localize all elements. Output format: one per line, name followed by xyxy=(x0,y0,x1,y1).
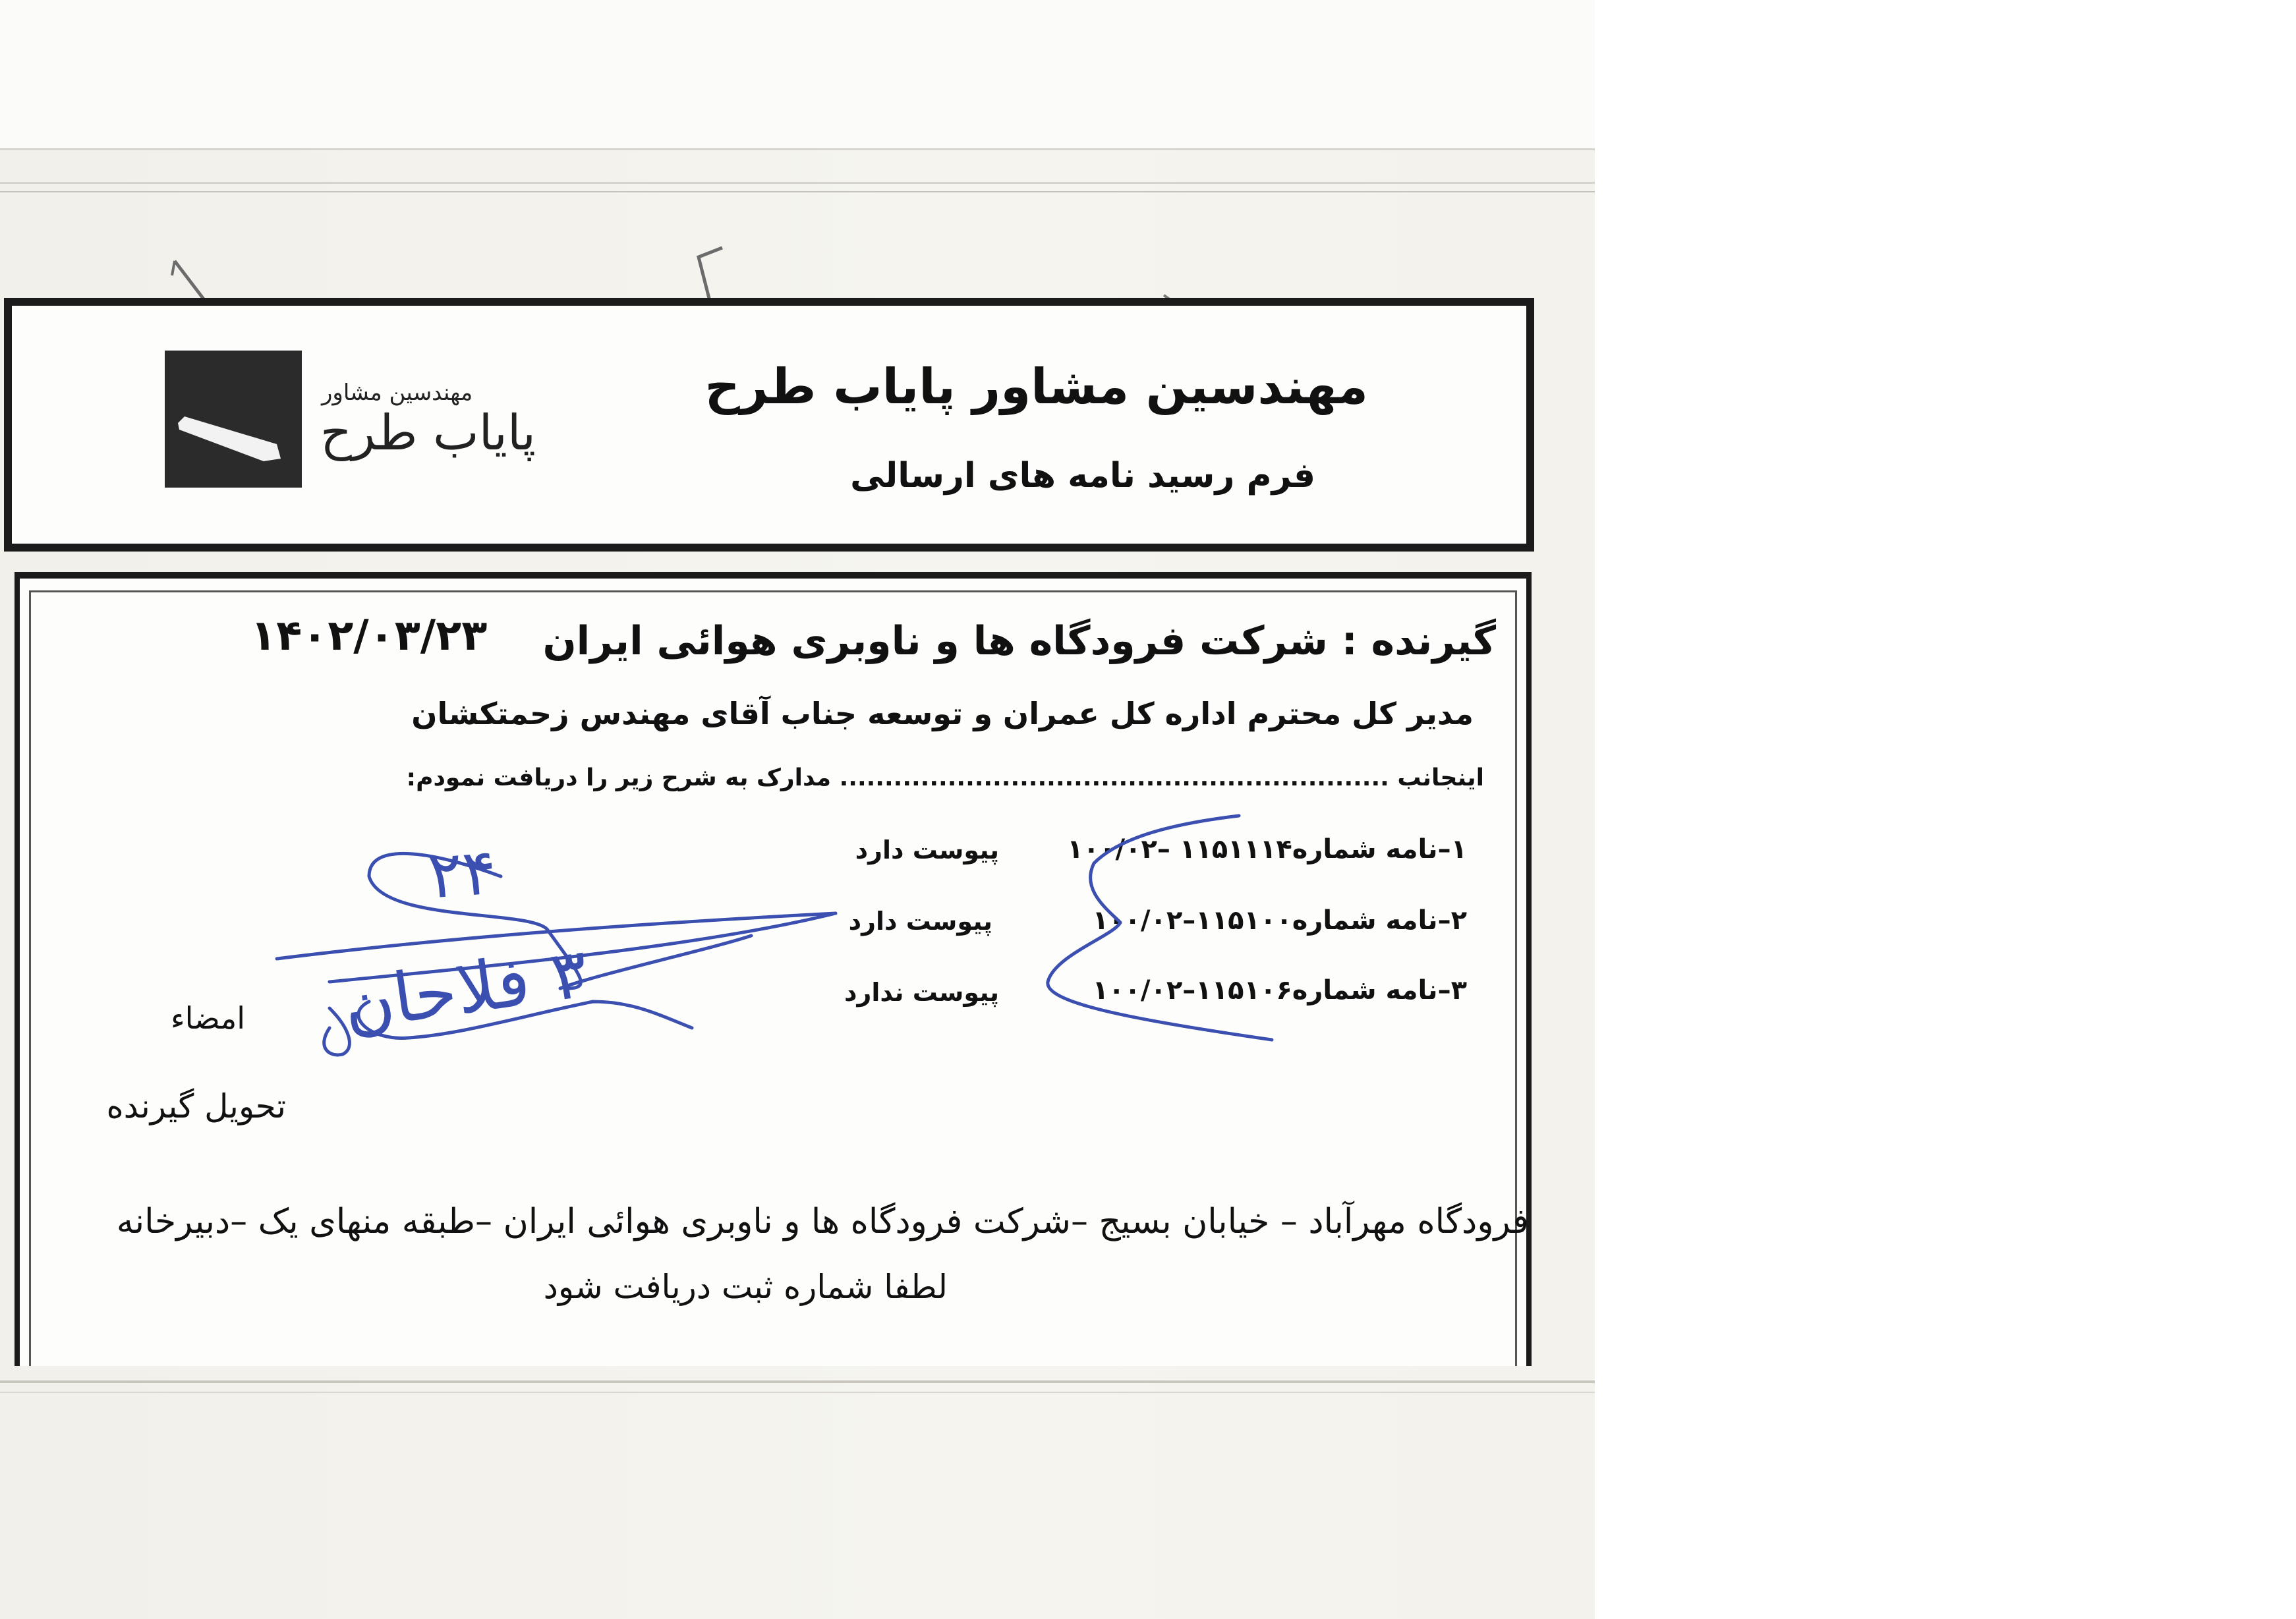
attachment-status: پیوست ندارد xyxy=(844,978,999,1007)
letter-item: ۲–نامه شماره۱۱۵۱۰۰–۱۰۰/۰۲ xyxy=(1092,905,1467,936)
handwritten-signature xyxy=(0,0,1595,1120)
delivery-label: تحویل گیرنده xyxy=(106,1087,286,1125)
handwritten-day: ۲۴ xyxy=(426,834,499,913)
registration-note: لطفا شماره ثبت دریافت شود xyxy=(543,1268,948,1306)
handwritten-name: ۳ فلاحان xyxy=(338,932,593,1046)
form-title: فرم رسید نامه های ارسالی xyxy=(850,456,1315,496)
declaration-line: اینجانب ............................................................. مدارک به شرح زیر را دریافت نمودم: xyxy=(406,764,1484,791)
scan-edge-line xyxy=(0,1392,1595,1393)
addressee-line: مدیر کل محترم اداره کل عمران و توسعه جناب آقای مهندس زحمتکشان xyxy=(411,696,1474,731)
scan-edge-line xyxy=(0,1380,1595,1383)
signature-label: امضاء xyxy=(171,1000,245,1036)
attachment-status: پیوست دارد xyxy=(855,836,999,865)
logo-small-text: مهندسین مشاور xyxy=(322,380,473,406)
address-line: فرودگاه مهرآباد – خیابان بسیج –شرکت فرودگاه ها و ناوبری هوائی ایران –طبقه منهای یک –دبیرخانه xyxy=(116,1202,1529,1241)
receipt-date: ۱۴۰۲/۰۳/۲۳ xyxy=(250,611,488,660)
letter-item: ۳–نامه شماره۱۱۵۱۰۶–۱۰۰/۰۲ xyxy=(1092,975,1467,1006)
recipient-line: گیرنده : شرکت فرودگاه ها و ناوبری هوائی ایران xyxy=(542,618,1496,664)
letter-item: ۱–نامه شماره۱۱۵۱۱۱۴ –۱۰۰/۰۲ xyxy=(1067,834,1467,865)
logo-big-text: پایاب طرح xyxy=(320,405,536,461)
company-title: مهندسین مشاور پایاب طرح xyxy=(704,358,1368,415)
attachment-status: پیوست دارد xyxy=(848,907,992,936)
